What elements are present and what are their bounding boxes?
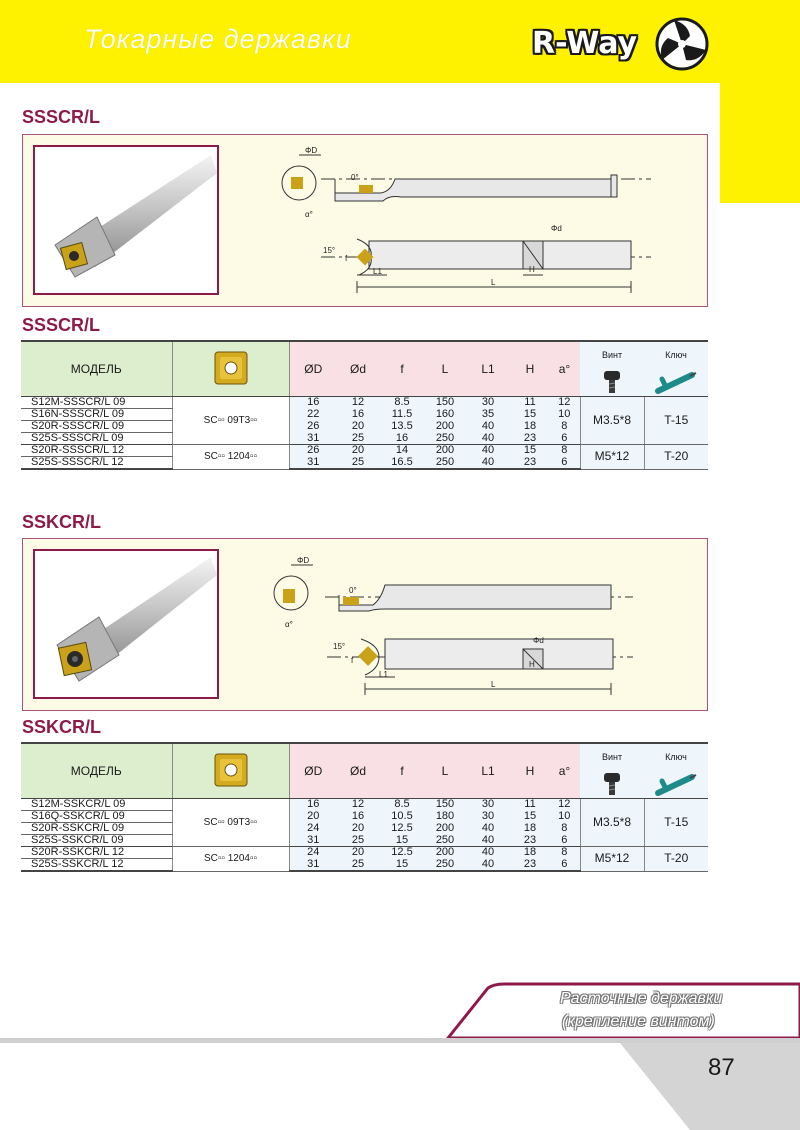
- cell-H: 23: [511, 457, 549, 470]
- cell-a: 6: [549, 835, 580, 847]
- cell-L: 200: [425, 421, 465, 433]
- cell-d: 20: [337, 823, 379, 835]
- cell-D: 31: [289, 457, 337, 470]
- section1-product-photo: [33, 145, 219, 295]
- section1-table-title: SSSCR/L: [22, 315, 101, 335]
- row-model: S12M-SSSCR/L 09: [21, 397, 172, 409]
- cell-a: 6: [549, 457, 580, 470]
- cell-f: 14: [379, 445, 425, 457]
- cell-f: 13.5: [379, 421, 425, 433]
- cell-f: 12.5: [379, 847, 425, 859]
- col-a: a°: [549, 341, 580, 397]
- row-model: S25S-SSSCR/L 12: [21, 457, 172, 470]
- cell-L1: 40: [465, 823, 511, 835]
- cell-D: 24: [289, 847, 337, 859]
- cell-H: 18: [511, 421, 549, 433]
- row-model: S20R-SSKCR/L 12: [21, 847, 172, 859]
- s2-label-deg0: 0°: [349, 586, 357, 595]
- insert-code: SC▫▫ 09T3▫▫: [172, 397, 289, 445]
- rway-logo: [528, 14, 718, 74]
- header-title: Токарные державки: [84, 24, 352, 54]
- cell-a: 10: [549, 811, 580, 823]
- col-screw: [580, 743, 644, 799]
- cell-D: 22: [289, 409, 337, 421]
- cell-d: 16: [337, 811, 379, 823]
- s1-label-L: L: [491, 278, 496, 287]
- col-D: ØD: [289, 341, 337, 397]
- key-size: T-15: [644, 799, 708, 847]
- cell-L: 250: [425, 835, 465, 847]
- s2-label-L: L: [491, 680, 496, 689]
- section1-technical-drawing: [261, 135, 701, 305]
- s2-label-alpha: α°: [285, 620, 293, 629]
- cell-d: 25: [337, 859, 379, 872]
- s2-label-f: f: [351, 656, 354, 665]
- s2-label-H: H: [529, 660, 535, 669]
- col-L: L: [425, 743, 465, 799]
- cell-f: 11.5: [379, 409, 425, 421]
- screw-size: M5*12: [580, 847, 644, 872]
- cell-D: 31: [289, 835, 337, 847]
- col-key-label: Ключ: [665, 350, 687, 360]
- cell-d: 25: [337, 835, 379, 847]
- cell-a: 8: [549, 421, 580, 433]
- cell-L: 200: [425, 847, 465, 859]
- cell-d: 12: [337, 799, 379, 811]
- section2-spec-table: [21, 742, 708, 872]
- cell-a: 8: [549, 847, 580, 859]
- footer-title-line2: (крепление винтом): [562, 1013, 715, 1030]
- cell-L: 250: [425, 433, 465, 445]
- section1-image-panel: [22, 134, 708, 307]
- square-insert-icon: [212, 349, 250, 387]
- cell-L: 250: [425, 457, 465, 470]
- s1-label-H: H: [529, 265, 535, 274]
- row-model: S20R-SSSCR/L 09: [21, 421, 172, 433]
- cell-d: 12: [337, 397, 379, 409]
- cell-f: 12.5: [379, 823, 425, 835]
- col-H: H: [511, 743, 549, 799]
- row-model: S16N-SSSCR/L 09: [21, 409, 172, 421]
- s1-label-D: ΦD: [305, 146, 318, 155]
- cell-a: 8: [549, 823, 580, 835]
- cell-D: 31: [289, 859, 337, 872]
- s2-label-L1: L1: [379, 670, 388, 679]
- cell-H: 23: [511, 859, 549, 872]
- logo-triskelion-icon: [654, 16, 710, 72]
- row-model: S12M-SSKCR/L 09: [21, 799, 172, 811]
- cell-f: 8.5: [379, 397, 425, 409]
- insert-code: SC▫▫ 1204▫▫: [172, 847, 289, 872]
- footer-title-line1: Расточные державки: [560, 990, 723, 1007]
- table-row: [21, 397, 708, 409]
- col-L1: L1: [465, 743, 511, 799]
- side-accent: [720, 83, 800, 203]
- screw-size: M5*12: [580, 445, 644, 470]
- cell-H: 23: [511, 433, 549, 445]
- cell-d: 20: [337, 421, 379, 433]
- cell-f: 10.5: [379, 811, 425, 823]
- cell-d: 20: [337, 445, 379, 457]
- screw-size: M3.5*8: [580, 799, 644, 847]
- section2-technical-drawing: [261, 539, 701, 709]
- col-key: [644, 743, 708, 799]
- cell-H: 11: [511, 397, 549, 409]
- section1-spec-table: [21, 340, 708, 470]
- key-size: T-20: [644, 445, 708, 470]
- cell-H: 15: [511, 445, 549, 457]
- cell-D: 16: [289, 799, 337, 811]
- cell-a: 12: [549, 397, 580, 409]
- cell-H: 18: [511, 823, 549, 835]
- row-model: S25S-SSKCR/L 12: [21, 859, 172, 872]
- insert-code: SC▫▫ 09T3▫▫: [172, 799, 289, 847]
- cell-d: 20: [337, 847, 379, 859]
- col-insert: [172, 341, 289, 397]
- key-size: T-20: [644, 847, 708, 872]
- table-header-row: [21, 743, 708, 799]
- cell-D: 26: [289, 445, 337, 457]
- logo-text: R-Way: [532, 26, 638, 61]
- cell-L1: 40: [465, 421, 511, 433]
- cell-L: 200: [425, 445, 465, 457]
- cell-a: 8: [549, 445, 580, 457]
- cell-d: 25: [337, 457, 379, 470]
- screw-size: M3.5*8: [580, 397, 644, 445]
- table-row: [21, 847, 708, 859]
- cell-H: 15: [511, 409, 549, 421]
- col-D: ØD: [289, 743, 337, 799]
- cell-L: 200: [425, 823, 465, 835]
- screw-icon: [601, 771, 623, 797]
- cell-d: 25: [337, 433, 379, 445]
- row-model: S16Q-SSKCR/L 09: [21, 811, 172, 823]
- col-screw-label: Винт: [601, 752, 623, 762]
- section2-product-photo: [33, 549, 219, 699]
- cell-a: 10: [549, 409, 580, 421]
- torx-key-icon: [654, 771, 698, 797]
- cell-L: 150: [425, 799, 465, 811]
- row-model: S25S-SSSCR/L 09: [21, 433, 172, 445]
- section2-title: SSKCR/L: [22, 512, 102, 532]
- cell-L1: 40: [465, 445, 511, 457]
- cell-L1: 40: [465, 457, 511, 470]
- cell-L1: 40: [465, 847, 511, 859]
- row-model: S25S-SSKCR/L 09: [21, 835, 172, 847]
- cell-a: 6: [549, 859, 580, 872]
- torx-key-icon: [654, 369, 698, 395]
- col-screw-label: Винт: [601, 350, 623, 360]
- cell-L1: 40: [465, 859, 511, 872]
- cell-D: 31: [289, 433, 337, 445]
- row-model: S20R-SSKCR/L 09: [21, 823, 172, 835]
- s2-label-d: Φd: [533, 636, 544, 645]
- col-key-label: Ключ: [665, 752, 687, 762]
- cell-f: 15: [379, 859, 425, 872]
- col-model: МОДЕЛЬ: [21, 341, 172, 397]
- cell-L1: 30: [465, 397, 511, 409]
- cell-f: 16: [379, 433, 425, 445]
- cell-L: 160: [425, 409, 465, 421]
- col-a: a°: [549, 743, 580, 799]
- table-row: [21, 445, 708, 457]
- section2-table-title: SSKCR/L: [22, 717, 102, 737]
- cell-H: 15: [511, 811, 549, 823]
- s1-label-deg15: 15°: [323, 246, 336, 255]
- section2-image-panel: [22, 538, 708, 711]
- s1-label-L1: L1: [373, 267, 382, 276]
- col-screw: [580, 341, 644, 397]
- cell-D: 20: [289, 811, 337, 823]
- cell-L1: 30: [465, 799, 511, 811]
- cell-D: 26: [289, 421, 337, 433]
- col-d: Ød: [337, 341, 379, 397]
- key-size: T-15: [644, 397, 708, 445]
- s1-label-f: f: [345, 254, 348, 263]
- col-H: H: [511, 341, 549, 397]
- cell-d: 16: [337, 409, 379, 421]
- col-f: f: [379, 341, 425, 397]
- col-model: МОДЕЛЬ: [21, 743, 172, 799]
- cell-L1: 40: [465, 433, 511, 445]
- cell-L: 250: [425, 859, 465, 872]
- cell-D: 16: [289, 397, 337, 409]
- cell-H: 11: [511, 799, 549, 811]
- s1-label-alpha: α°: [305, 210, 313, 219]
- s1-label-deg0: 0°: [351, 173, 359, 182]
- col-insert: [172, 743, 289, 799]
- insert-code: SC▫▫ 1204▫▫: [172, 445, 289, 470]
- col-L1: L1: [465, 341, 511, 397]
- screw-icon: [601, 369, 623, 395]
- col-key: [644, 341, 708, 397]
- table-header-row: [21, 341, 708, 397]
- square-insert-icon: [212, 751, 250, 789]
- cell-D: 24: [289, 823, 337, 835]
- cell-L1: 35: [465, 409, 511, 421]
- cell-L: 180: [425, 811, 465, 823]
- cell-f: 15: [379, 835, 425, 847]
- s2-label-deg15: 15°: [333, 642, 346, 651]
- cell-a: 12: [549, 799, 580, 811]
- s2-label-D: ΦD: [297, 556, 310, 565]
- col-f: f: [379, 743, 425, 799]
- col-L: L: [425, 341, 465, 397]
- s1-label-d: Φd: [551, 224, 562, 233]
- row-model: S20R-SSSCR/L 12: [21, 445, 172, 457]
- cell-a: 6: [549, 433, 580, 445]
- cell-f: 16.5: [379, 457, 425, 470]
- cell-H: 18: [511, 847, 549, 859]
- cell-f: 8.5: [379, 799, 425, 811]
- cell-H: 23: [511, 835, 549, 847]
- col-d: Ød: [337, 743, 379, 799]
- cell-L1: 30: [465, 811, 511, 823]
- cell-L1: 40: [465, 835, 511, 847]
- table-row: [21, 799, 708, 811]
- cell-L: 150: [425, 397, 465, 409]
- section1-title: SSSCR/L: [22, 107, 101, 127]
- page-number: 87: [708, 1054, 735, 1081]
